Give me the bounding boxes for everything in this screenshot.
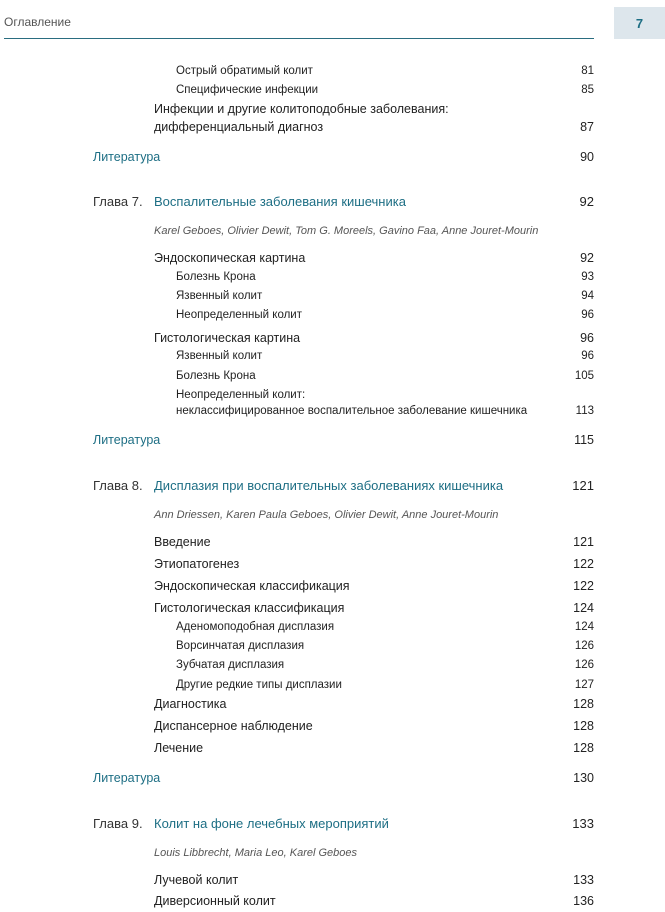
toc-entry-title: Инфекции и другие колитоподобные заболевания: <box>154 102 449 116</box>
toc-entry-title: Специфические инфекции <box>176 84 319 96</box>
toc-entry-page: 115 <box>574 433 594 447</box>
toc-subentry[interactable] <box>0 679 665 697</box>
toc-entry[interactable] <box>0 873 665 891</box>
authors-text: Louis Libbrecht, Maria Leo, Karel Geboes <box>154 847 358 859</box>
toc-entry[interactable] <box>0 331 665 349</box>
toc-entry-title: Ворсинчатая дисплазия <box>176 640 305 652</box>
toc-entry-title: Этиопатогенез <box>154 557 240 571</box>
toc-entry[interactable] <box>0 120 665 138</box>
section-title: Оглавление <box>4 15 71 29</box>
toc-entry-title: дифференциальный диагноз <box>154 120 324 134</box>
toc-entry[interactable] <box>0 601 665 619</box>
toc-entry-page: 87 <box>580 120 594 134</box>
toc-entry-page: 124 <box>573 601 594 615</box>
toc-entry-page: 133 <box>573 873 594 887</box>
toc-entry-page: 85 <box>581 84 594 96</box>
toc-entry-page: 105 <box>574 370 594 382</box>
toc-entry-title: Аденомоподобная дисплазия <box>176 621 335 633</box>
toc-entry-page: 128 <box>573 741 594 755</box>
chapter-label: Глава 8. <box>93 478 143 493</box>
toc-subentry[interactable] <box>0 350 665 368</box>
toc-entry-title: Введение <box>154 535 211 549</box>
toc-entry-title: неклассифицированное воспалительное заболевание кишечника <box>176 405 528 417</box>
toc-subentry[interactable] <box>0 640 665 658</box>
toc-literature[interactable] <box>0 771 665 789</box>
toc-entry-page: 96 <box>581 350 594 362</box>
toc-entry-page: 128 <box>573 719 594 733</box>
toc-entry-title: Диагностика <box>154 697 227 711</box>
toc-entry-page: 113 <box>575 405 594 417</box>
toc-entry-page: 92 <box>579 194 594 209</box>
chapter-title: Колит на фоне лечебных мероприятий <box>154 816 389 831</box>
toc-entry[interactable] <box>0 535 665 553</box>
toc-entry-title: Литература <box>93 771 161 785</box>
toc-entry-title: Болезнь Крона <box>176 271 256 283</box>
toc-subentry[interactable] <box>0 65 665 83</box>
toc-chapter[interactable] <box>0 816 665 834</box>
chapter-authors <box>0 847 665 865</box>
toc-entry-title: Болезнь Крона <box>176 370 256 382</box>
toc-entry-page: 121 <box>573 535 594 549</box>
toc-subentry[interactable] <box>0 84 665 102</box>
toc-entry-page: 94 <box>581 290 594 302</box>
chapter-label: Глава 9. <box>93 816 143 831</box>
toc-entry[interactable] <box>0 579 665 597</box>
toc-entry-title: Лучевой колит <box>154 873 239 887</box>
toc-entry-page: 122 <box>573 579 594 593</box>
toc-subentry[interactable] <box>0 309 665 327</box>
authors-text: Ann Driessen, Karen Paula Geboes, Olivier Dewit, Anne Jouret-Mourin <box>154 509 499 521</box>
toc-entry-page: 96 <box>581 309 594 321</box>
toc-subentry[interactable] <box>0 659 665 677</box>
toc-entry-page: 126 <box>574 640 594 652</box>
page-number: 7 <box>635 16 644 31</box>
toc-entry-title: Неопределенный колит <box>176 309 302 321</box>
page-number-box <box>614 7 665 39</box>
toc-entry-page: 126 <box>574 659 594 671</box>
chapter-title: Дисплазия при воспалительных заболеваниях кишечника <box>154 478 504 493</box>
toc-entry-page: 130 <box>573 771 594 785</box>
toc-subentry[interactable] <box>0 370 665 388</box>
toc-entry-page: 127 <box>574 679 594 691</box>
toc-subentry[interactable] <box>0 271 665 289</box>
toc-entry[interactable] <box>0 102 665 120</box>
toc-entry-title: Литература <box>93 150 161 164</box>
toc-entry-title: Эндоскопическая картина <box>154 251 306 265</box>
toc-entry-title: Гистологическая картина <box>154 331 301 345</box>
chapter-title: Воспалительные заболевания кишечника <box>154 194 406 209</box>
chapter-authors <box>0 509 665 527</box>
toc-entry-page: 122 <box>573 557 594 571</box>
toc-entry-page: 133 <box>572 816 594 831</box>
toc-entry-title: Лечение <box>154 741 204 755</box>
toc-entry-page: 136 <box>573 894 594 908</box>
toc-entry-title: Острый обратимый колит <box>176 65 313 77</box>
toc-subentry[interactable] <box>0 290 665 308</box>
toc-literature[interactable] <box>0 433 665 451</box>
toc-entry-page: 96 <box>580 331 594 345</box>
toc-chapter[interactable] <box>0 194 665 212</box>
toc-entry-title: Диверсионный колит <box>154 894 276 908</box>
toc-entry-page: 124 <box>574 621 594 633</box>
toc-literature[interactable] <box>0 150 665 168</box>
toc-entry[interactable] <box>0 697 665 715</box>
toc-subentry[interactable] <box>0 405 665 423</box>
toc-subentry[interactable] <box>0 621 665 639</box>
toc-entry-title: Диспансерное наблюдение <box>154 719 313 733</box>
toc-entry-page: 93 <box>581 271 594 283</box>
toc-entry-title: Язвенный колит <box>176 290 263 302</box>
toc-entry-page: 128 <box>573 697 594 711</box>
toc-entry-title: Гистологическая классификация <box>154 601 345 615</box>
chapter-authors <box>0 225 665 243</box>
toc-entry[interactable] <box>0 557 665 575</box>
chapter-label: Глава 7. <box>93 194 143 209</box>
header-divider <box>4 38 594 39</box>
toc-entry-title: Литература <box>93 433 161 447</box>
toc-entry-page: 92 <box>580 251 594 265</box>
toc-entry-title: Эндоскопическая классификация <box>154 579 350 593</box>
toc-entry[interactable] <box>0 741 665 759</box>
toc-entry[interactable] <box>0 251 665 269</box>
toc-entry-title: Зубчатая дисплазия <box>176 659 285 671</box>
toc-entry-page: 121 <box>572 478 594 493</box>
toc-entry-title: Язвенный колит <box>176 350 263 362</box>
toc-chapter[interactable] <box>0 478 665 496</box>
toc-entry-page: 81 <box>581 65 594 77</box>
toc-entry-title: Другие редкие типы дисплазии <box>176 679 342 691</box>
authors-text: Karel Geboes, Olivier Dewit, Tom G. Moreels, Gavino Faa, Anne Jouret-Mourin <box>154 225 539 237</box>
toc-entry[interactable] <box>0 719 665 737</box>
toc-entry[interactable] <box>0 894 665 912</box>
toc-entry-page: 90 <box>580 150 594 164</box>
toc-entry-title: Неопределенный колит: <box>176 389 306 401</box>
